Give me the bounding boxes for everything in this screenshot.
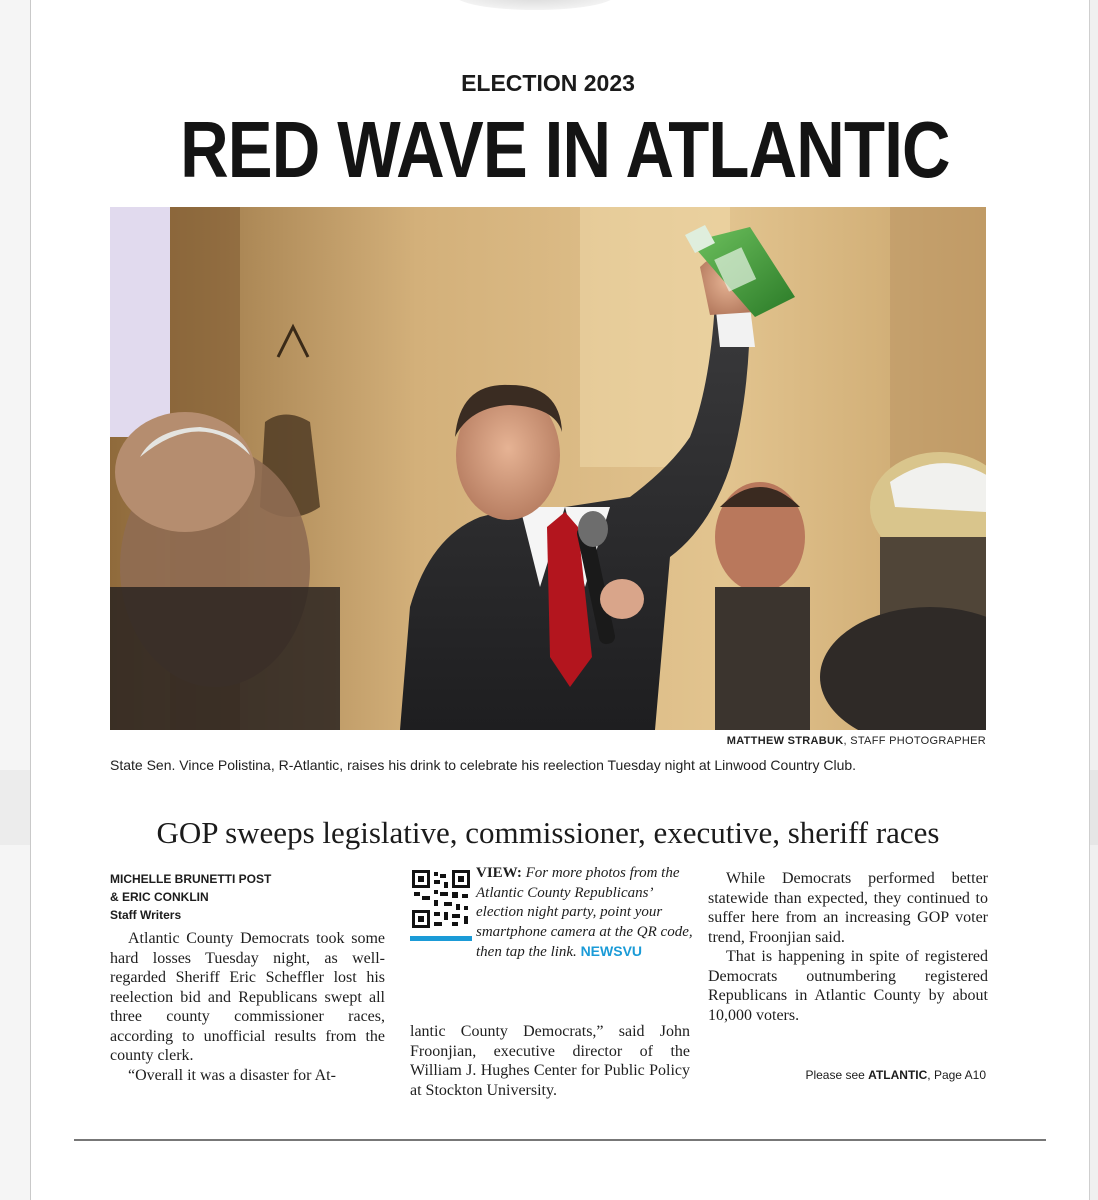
right-page-edge (1089, 0, 1090, 1200)
qr-code-icon[interactable] (410, 868, 472, 930)
jump-page: , Page A10 (927, 1068, 986, 1082)
article-column-2 (410, 1022, 690, 1100)
lead-photo-illustration (110, 207, 986, 730)
article-column-1 (110, 929, 385, 1085)
bottom-divider (74, 1139, 1046, 1141)
column-2-paragraph-1: lantic County Democrats,” said John Froonjian, executive director of the William J. Hughes Center for Public Policy at Stockton University. (410, 1023, 690, 1099)
right-page-margin (1090, 0, 1098, 1200)
main-headline: RED WAVE IN ATLANTIC (180, 105, 950, 194)
view-instructions: For more photos from the Atlantic County Republicans’ election night party, point your smartphone camera at the QR code, then tap the link. (476, 865, 693, 960)
photographer-name: MATTHEW STRABUK (726, 735, 844, 747)
view-promo-text (476, 864, 698, 963)
author-line-2: & ERIC CONKLIN (110, 890, 209, 904)
qr-accent-bar (410, 936, 472, 941)
left-page-edge (30, 0, 31, 1200)
jump-line[interactable] (700, 1068, 986, 1082)
jump-prefix: Please see (805, 1068, 869, 1082)
left-page-margin (0, 0, 30, 1200)
photo-caption: State Sen. Vince Polistina, R-Atlantic, raises his drink to celebrate his reelection Tuesday night at Linwood Country Club. (110, 757, 857, 773)
column-1-paragraph-2: “Overall it was a disaster for At- (128, 1066, 336, 1084)
article-subhead: GOP sweeps legislative, commissioner, executive, sheriff races (156, 815, 940, 850)
photographer-role: , STAFF PHOTOGRAPHER (843, 735, 986, 747)
jump-keyword: ATLANTIC (868, 1068, 928, 1082)
column-3-paragraph-1: While Democrats performed better statewide than expected, they continued to suffer here from an increasing GOP voter trend, Froonjian said. (708, 870, 988, 946)
byline (110, 870, 390, 924)
column-3-paragraph-2: That is happening in spite of registered Democrats outnumbering registered Republicans in Atlantic County by about 10,000 voters. (708, 948, 988, 1024)
lead-photo[interactable] (110, 207, 986, 730)
right-shadow-band (1090, 770, 1098, 845)
section-kicker: ELECTION 2023 (461, 70, 635, 96)
article-column-3 (708, 869, 988, 1025)
author-role: Staff Writers (110, 908, 182, 922)
left-shadow-band (0, 770, 30, 845)
author-line-1: MICHELLE BRUNETTI POST (110, 872, 272, 886)
top-smudge (455, 0, 615, 10)
column-1-paragraph-1: Atlantic County Democrats took some hard losses Tuesday night, as well-regarded Sheriff Eric Scheffler lost his reelection bid and Republicans swept all three county commissioner races, according to unofficial results from the county clerk. (110, 930, 385, 1064)
newsvu-logo[interactable]: NEWSVU (580, 943, 643, 959)
photo-credit (110, 735, 986, 747)
view-label: VIEW: (476, 865, 522, 881)
